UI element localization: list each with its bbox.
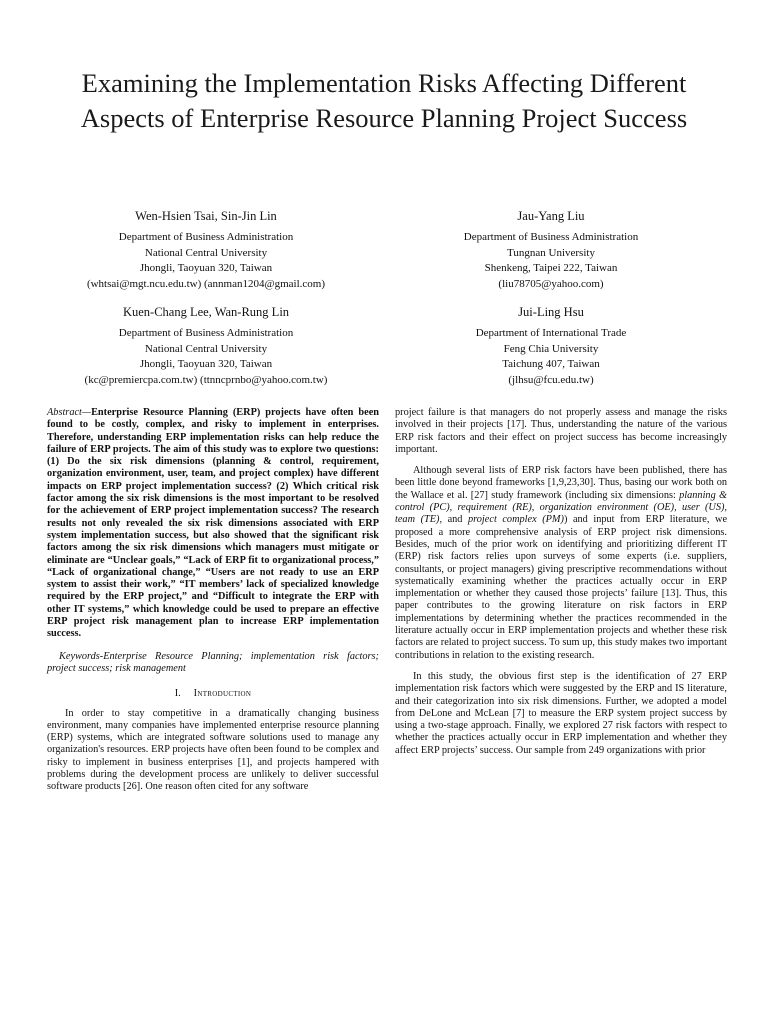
author-org: National Central University	[144, 342, 268, 355]
abstract-body: Enterprise Resource Planning (ERP) projects have often been found to be costly, complex, and risky to implement in enterprises. Therefore, understanding ERP implementation risks can help reduce the failure of ERP projects. The aim of this study was to explore two questions: (1) Do the six risk dimensions (planning & control, requirement, organization environment, user, team, and project complex) have different impacts on ERP project implementation success? (2) Which critical risk factor among the six risk dimensions is the most important to be resolved for the achievement of ERP project implementation success? The research results not only revealed the six risk dimensions associated with ERP system implementation success, but also showed that the significant risk factors among the six risk dimensions which managers must mitigate or eliminate are “Unclear goals,” “Lack of ERP fit to organizational process,” “Lack of organizational change,” “Users are not ready to use an ERP system to assist their work,” “IT members’ lack of specialized knowledge required by the ERP project,” and “Difficult to integrate the ERP with other IT systems,” which knowledge could be used to prepare an effective ERP project risk management plan to increase ERP implementation success.	[47, 407, 379, 640]
section-title: Introduction	[193, 688, 252, 700]
author-dept: Department of Business Administration	[118, 327, 294, 339]
paragraph-text: ) and input from ERP literature, we proposed a more comprehensive analysis of ERP project risk dimensions. Besides, much of the prior work on identifying and prioritizing different IT (ERP) risk factors relies upon surveys of some experts (i.e. suppliers, consultants, or project managers) giving prescriptive recommendations without systematically examining whether the practices actually occur in ERP implementation or whether they caused those projects’ failure [13]. Thus, this paper contributes to the growing literature on risk factors in ERP implementations by determining whether the practices recommended in the literature actually occur in ERP implementation projects and whether these risk factors are related to project success. To sum up, this study makes two important contributions in relation to the existing research.	[395, 514, 728, 661]
author-block-1	[46, 208, 366, 292]
keywords: Keywords-Enterprise Resource Planning; implementation risk factors; project success; risk management	[47, 650, 379, 674]
author-address: Taichung 407, Taiwan	[502, 358, 600, 370]
author-address: Jhongli, Taoyuan 320, Taiwan	[139, 358, 273, 370]
author-org: Tungnan University	[507, 246, 595, 259]
right-column	[395, 407, 727, 757]
author-block-4	[391, 304, 711, 388]
author-names: Wen-Hsien Tsai, Sin-Jin Lin	[135, 209, 277, 223]
section-number: I.	[174, 688, 181, 700]
author-names: Kuen-Chang Lee, Wan-Rung Lin	[122, 305, 290, 319]
body-paragraph-3: In this study, the obvious first step is the identification of 27 ERP implementation risk factors which were suggested by the ERP and IS literature, and their categorization into six risk dimensions. Further, we adopted a model from DeLone and McLean [7] to measure the ERP system project success by using a two-stage approach. Finally, we explored 27 risk factors with respect to whether the practices actually occur in ERP implementation and whether they affect ERP projects’ success. Our sample from 249 organizations with prior	[395, 670, 727, 756]
abstract	[47, 407, 379, 641]
body-paragraph-1: project failure is that managers do not properly assess and manage the risks involved in their projects [17]. Thus, understanding the nature of the various ERP risk factors and their effect on project success has become increasingly important.	[395, 407, 727, 455]
author-org: Feng Chia University	[503, 342, 599, 355]
left-column	[47, 407, 379, 794]
intro-paragraph: In order to stay competitive in a dramatically changing business environment, many companies have implemented enterprise resource planning (ERP) systems, which are integrated software solutions used to manage any organization's resources. ERP projects have often been found to be complex and risky to implement in business enterprises [1], and projects hampered with problems during the development process are unlikely to deliver successful software products [26]. One reason often cited for any software	[47, 707, 379, 793]
author-names: Jui-Ling Hsu	[518, 305, 584, 319]
paper-title: Examining the Implementation Risks Affecting Different Aspects of Enterprise Resource Planning Project Success	[80, 68, 688, 133]
author-names: Jau-Yang Liu	[517, 209, 585, 223]
author-address: Jhongli, Taoyuan 320, Taiwan	[139, 262, 273, 274]
abstract-lead: Abstract—	[47, 407, 92, 418]
author-address: Shenkeng, Taipei 222, Taiwan	[484, 262, 618, 274]
risk-dimension-pm: project complex (PM)	[468, 514, 564, 526]
risk-dimensions: planning & control (PC), requirement (RE), organization environment (OE), user (US), team (TE),	[395, 489, 727, 526]
author-dept: Department of International Trade	[475, 327, 627, 339]
author-org: National Central University	[144, 246, 268, 259]
author-dept: Department of Business Administration	[463, 231, 639, 243]
paragraph-text: Although several lists of ERP risk factors have been published, there has been little done beyond frameworks [1,9,23,30]. Thus, basing our work both on the Wallace et al. [27] study framework (including six dimensions:	[395, 465, 727, 501]
author-email: (liu78705@yahoo.com)	[498, 277, 604, 290]
author-block-3	[46, 304, 366, 388]
author-block-2	[391, 208, 711, 292]
author-email: (jlhsu@fcu.edu.tw)	[508, 373, 594, 386]
body-paragraph-2	[395, 465, 727, 662]
section-heading	[47, 688, 379, 700]
author-email: (whtsai@mgt.ncu.edu.tw) (annman1204@gmail.com)	[86, 277, 326, 290]
paragraph-text: and	[442, 514, 469, 526]
author-dept: Department of Business Administration	[118, 231, 294, 243]
author-email: (kc@premiercpa.com.tw) (ttnncprnbo@yahoo.com.tw)	[84, 373, 328, 386]
